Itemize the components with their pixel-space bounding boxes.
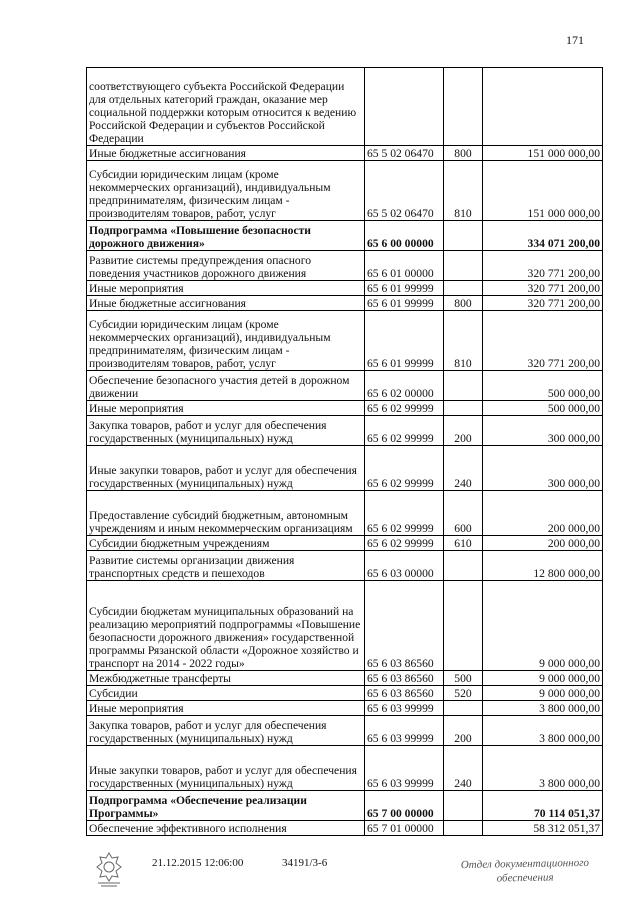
row-code: 65 6 03 00000 (365, 551, 444, 581)
table-row (87, 401, 603, 416)
row-amount: 9 000 000,00 (483, 686, 603, 701)
row-amount: 151 000 000,00 (483, 146, 603, 161)
table-row (87, 491, 603, 536)
row-expense-type (444, 821, 483, 836)
row-expense-type: 240 (444, 746, 483, 791)
row-amount: 500 000,00 (483, 371, 603, 401)
row-expense-type (444, 281, 483, 296)
row-amount: 9 000 000,00 (483, 671, 603, 686)
row-name: Развитие системы предупреждения опасного поведения участников дорожного движения (87, 251, 365, 281)
footer-datetime: 21.12.2015 12:06:00 (152, 857, 244, 869)
row-code: 65 5 02 06470 (365, 161, 444, 221)
row-code: 65 6 01 99999 (365, 311, 444, 371)
row-name: Иные бюджетные ассигнования (87, 146, 365, 161)
table-row (87, 371, 603, 401)
budget-table (86, 67, 603, 836)
row-name: Субсидии (87, 686, 365, 701)
row-name: Обеспечение эффективного исполнения (87, 821, 365, 836)
row-name: Субсидии бюджетным учреждениям (87, 536, 365, 551)
row-expense-type: 200 (444, 716, 483, 746)
row-name: Предоставление субсидий бюджетным, автономным учреждениям и иным некоммерческим организациям (87, 491, 365, 536)
row-name: Иные мероприятия (87, 701, 365, 716)
row-expense-type (444, 791, 483, 821)
table-row (87, 161, 603, 221)
row-expense-type: 810 (444, 161, 483, 221)
row-expense-type (444, 551, 483, 581)
table-row (87, 671, 603, 686)
table-row (87, 686, 603, 701)
row-code (365, 68, 444, 146)
row-name: Субсидии юридическим лицам (кроме некоммерческих организаций), индивидуальным предпринимателям, физическим лицам - производителям товаров, работ, услуг (87, 311, 365, 371)
row-expense-type: 610 (444, 536, 483, 551)
row-expense-type (444, 701, 483, 716)
row-amount: 320 771 200,00 (483, 311, 603, 371)
row-expense-type: 200 (444, 416, 483, 446)
row-expense-type (444, 68, 483, 146)
table-row (87, 581, 603, 671)
footer-doc-number: 34191/3-6 (282, 857, 328, 869)
row-amount: 3 800 000,00 (483, 716, 603, 746)
row-code: 65 5 02 06470 (365, 146, 444, 161)
table-row (87, 416, 603, 446)
table-row (87, 251, 603, 281)
row-amount: 334 071 200,00 (483, 221, 603, 251)
page-number: 171 (566, 33, 584, 47)
row-code: 65 6 01 99999 (365, 281, 444, 296)
row-name: Иные мероприятия (87, 401, 365, 416)
row-expense-type: 500 (444, 671, 483, 686)
row-name: Закупка товаров, работ и услуг для обеспечения государственных (муниципальных) нужд (87, 416, 365, 446)
row-amount: 9 000 000,00 (483, 581, 603, 671)
row-amount: 300 000,00 (483, 416, 603, 446)
row-code: 65 6 02 99999 (365, 446, 444, 491)
row-name: Подпрограмма «Обеспечение реализации Программы» (87, 791, 365, 821)
row-amount: 200 000,00 (483, 491, 603, 536)
row-name: соответствующего субъекта Российской Федерации для отдельных категорий граждан, оказание мер социальной поддержки которым относится к ведению Российской Федерации и субъектов Российской Федерации (87, 68, 365, 146)
table-row (87, 296, 603, 311)
table-row (87, 821, 603, 836)
row-amount: 70 114 051,37 (483, 791, 603, 821)
table-row (87, 446, 603, 491)
row-amount: 320 771 200,00 (483, 251, 603, 281)
row-code: 65 6 02 99999 (365, 416, 444, 446)
row-amount: 3 800 000,00 (483, 701, 603, 716)
row-expense-type: 600 (444, 491, 483, 536)
row-name: Подпрограмма «Повышение безопасности дорожного движения» (87, 221, 365, 251)
row-code: 65 6 02 99999 (365, 536, 444, 551)
row-amount: 12 800 000,00 (483, 551, 603, 581)
row-code: 65 7 01 00000 (365, 821, 444, 836)
row-amount: 3 800 000,00 (483, 746, 603, 791)
table-row (87, 716, 603, 746)
row-amount: 300 000,00 (483, 446, 603, 491)
row-amount: 320 771 200,00 (483, 296, 603, 311)
row-code: 65 6 03 86560 (365, 671, 444, 686)
row-code: 65 6 03 86560 (365, 686, 444, 701)
row-name: Иные закупки товаров, работ и услуг для обеспечения государственных (муниципальных) нужд (87, 746, 365, 791)
table-row (87, 536, 603, 551)
table-row (87, 701, 603, 716)
row-name: Межбюджетные трансферты (87, 671, 365, 686)
row-code: 65 6 02 00000 (365, 371, 444, 401)
row-code: 65 6 00 00000 (365, 221, 444, 251)
table-row (87, 221, 603, 251)
row-expense-type (444, 221, 483, 251)
row-code: 65 6 03 99999 (365, 701, 444, 716)
row-name: Закупка товаров, работ и услуг для обеспечения государственных (муниципальных) нужд (87, 716, 365, 746)
row-code: 65 6 03 99999 (365, 746, 444, 791)
row-name: Иные бюджетные ассигнования (87, 296, 365, 311)
table-row (87, 311, 603, 371)
row-code: 65 6 02 99999 (365, 491, 444, 536)
row-expense-type: 800 (444, 146, 483, 161)
row-expense-type (444, 251, 483, 281)
row-name: Субсидии юридическим лицам (кроме некоммерческих организаций), индивидуальным предпринимателям, физическим лицам - производителям товаров, работ, услуг (87, 161, 365, 221)
table-row (87, 746, 603, 791)
row-name: Иные закупки товаров, работ и услуг для обеспечения государственных (муниципальных) нужд (87, 446, 365, 491)
table-row (87, 281, 603, 296)
row-code: 65 6 01 99999 (365, 296, 444, 311)
row-name: Субсидии бюджетам муниципальных образований на реализацию мероприятий подпрограммы «Повышение безопасности дорожного движения» государственной программы Рязанской области «Дорожное хозяйство и транспорт на 2014 - 2022 годы» (87, 581, 365, 671)
row-amount: 151 000 000,00 (483, 161, 603, 221)
table-row (87, 68, 603, 146)
row-expense-type: 240 (444, 446, 483, 491)
row-name: Развитие системы организации движения транспортных средств и пешеходов (87, 551, 365, 581)
footer-department: Отдел документационного обеспечения (460, 856, 590, 885)
row-expense-type: 810 (444, 311, 483, 371)
row-code: 65 6 01 00000 (365, 251, 444, 281)
row-amount: 58 312 051,37 (483, 821, 603, 836)
row-amount (483, 68, 603, 146)
row-amount: 200 000,00 (483, 536, 603, 551)
table-row (87, 551, 603, 581)
row-expense-type (444, 581, 483, 671)
row-name: Иные мероприятия (87, 281, 365, 296)
table-row (87, 146, 603, 161)
row-code: 65 6 02 99999 (365, 401, 444, 416)
row-expense-type: 800 (444, 296, 483, 311)
row-expense-type (444, 401, 483, 416)
row-code: 65 6 03 86560 (365, 581, 444, 671)
row-name: Обеспечение безопасного участия детей в дорожном движении (87, 371, 365, 401)
table-row (87, 791, 603, 821)
row-expense-type (444, 371, 483, 401)
row-amount: 500 000,00 (483, 401, 603, 416)
row-code: 65 7 00 00000 (365, 791, 444, 821)
row-code: 65 6 03 99999 (365, 716, 444, 746)
emblem-icon (92, 850, 126, 890)
row-amount: 320 771 200,00 (483, 281, 603, 296)
row-expense-type: 520 (444, 686, 483, 701)
